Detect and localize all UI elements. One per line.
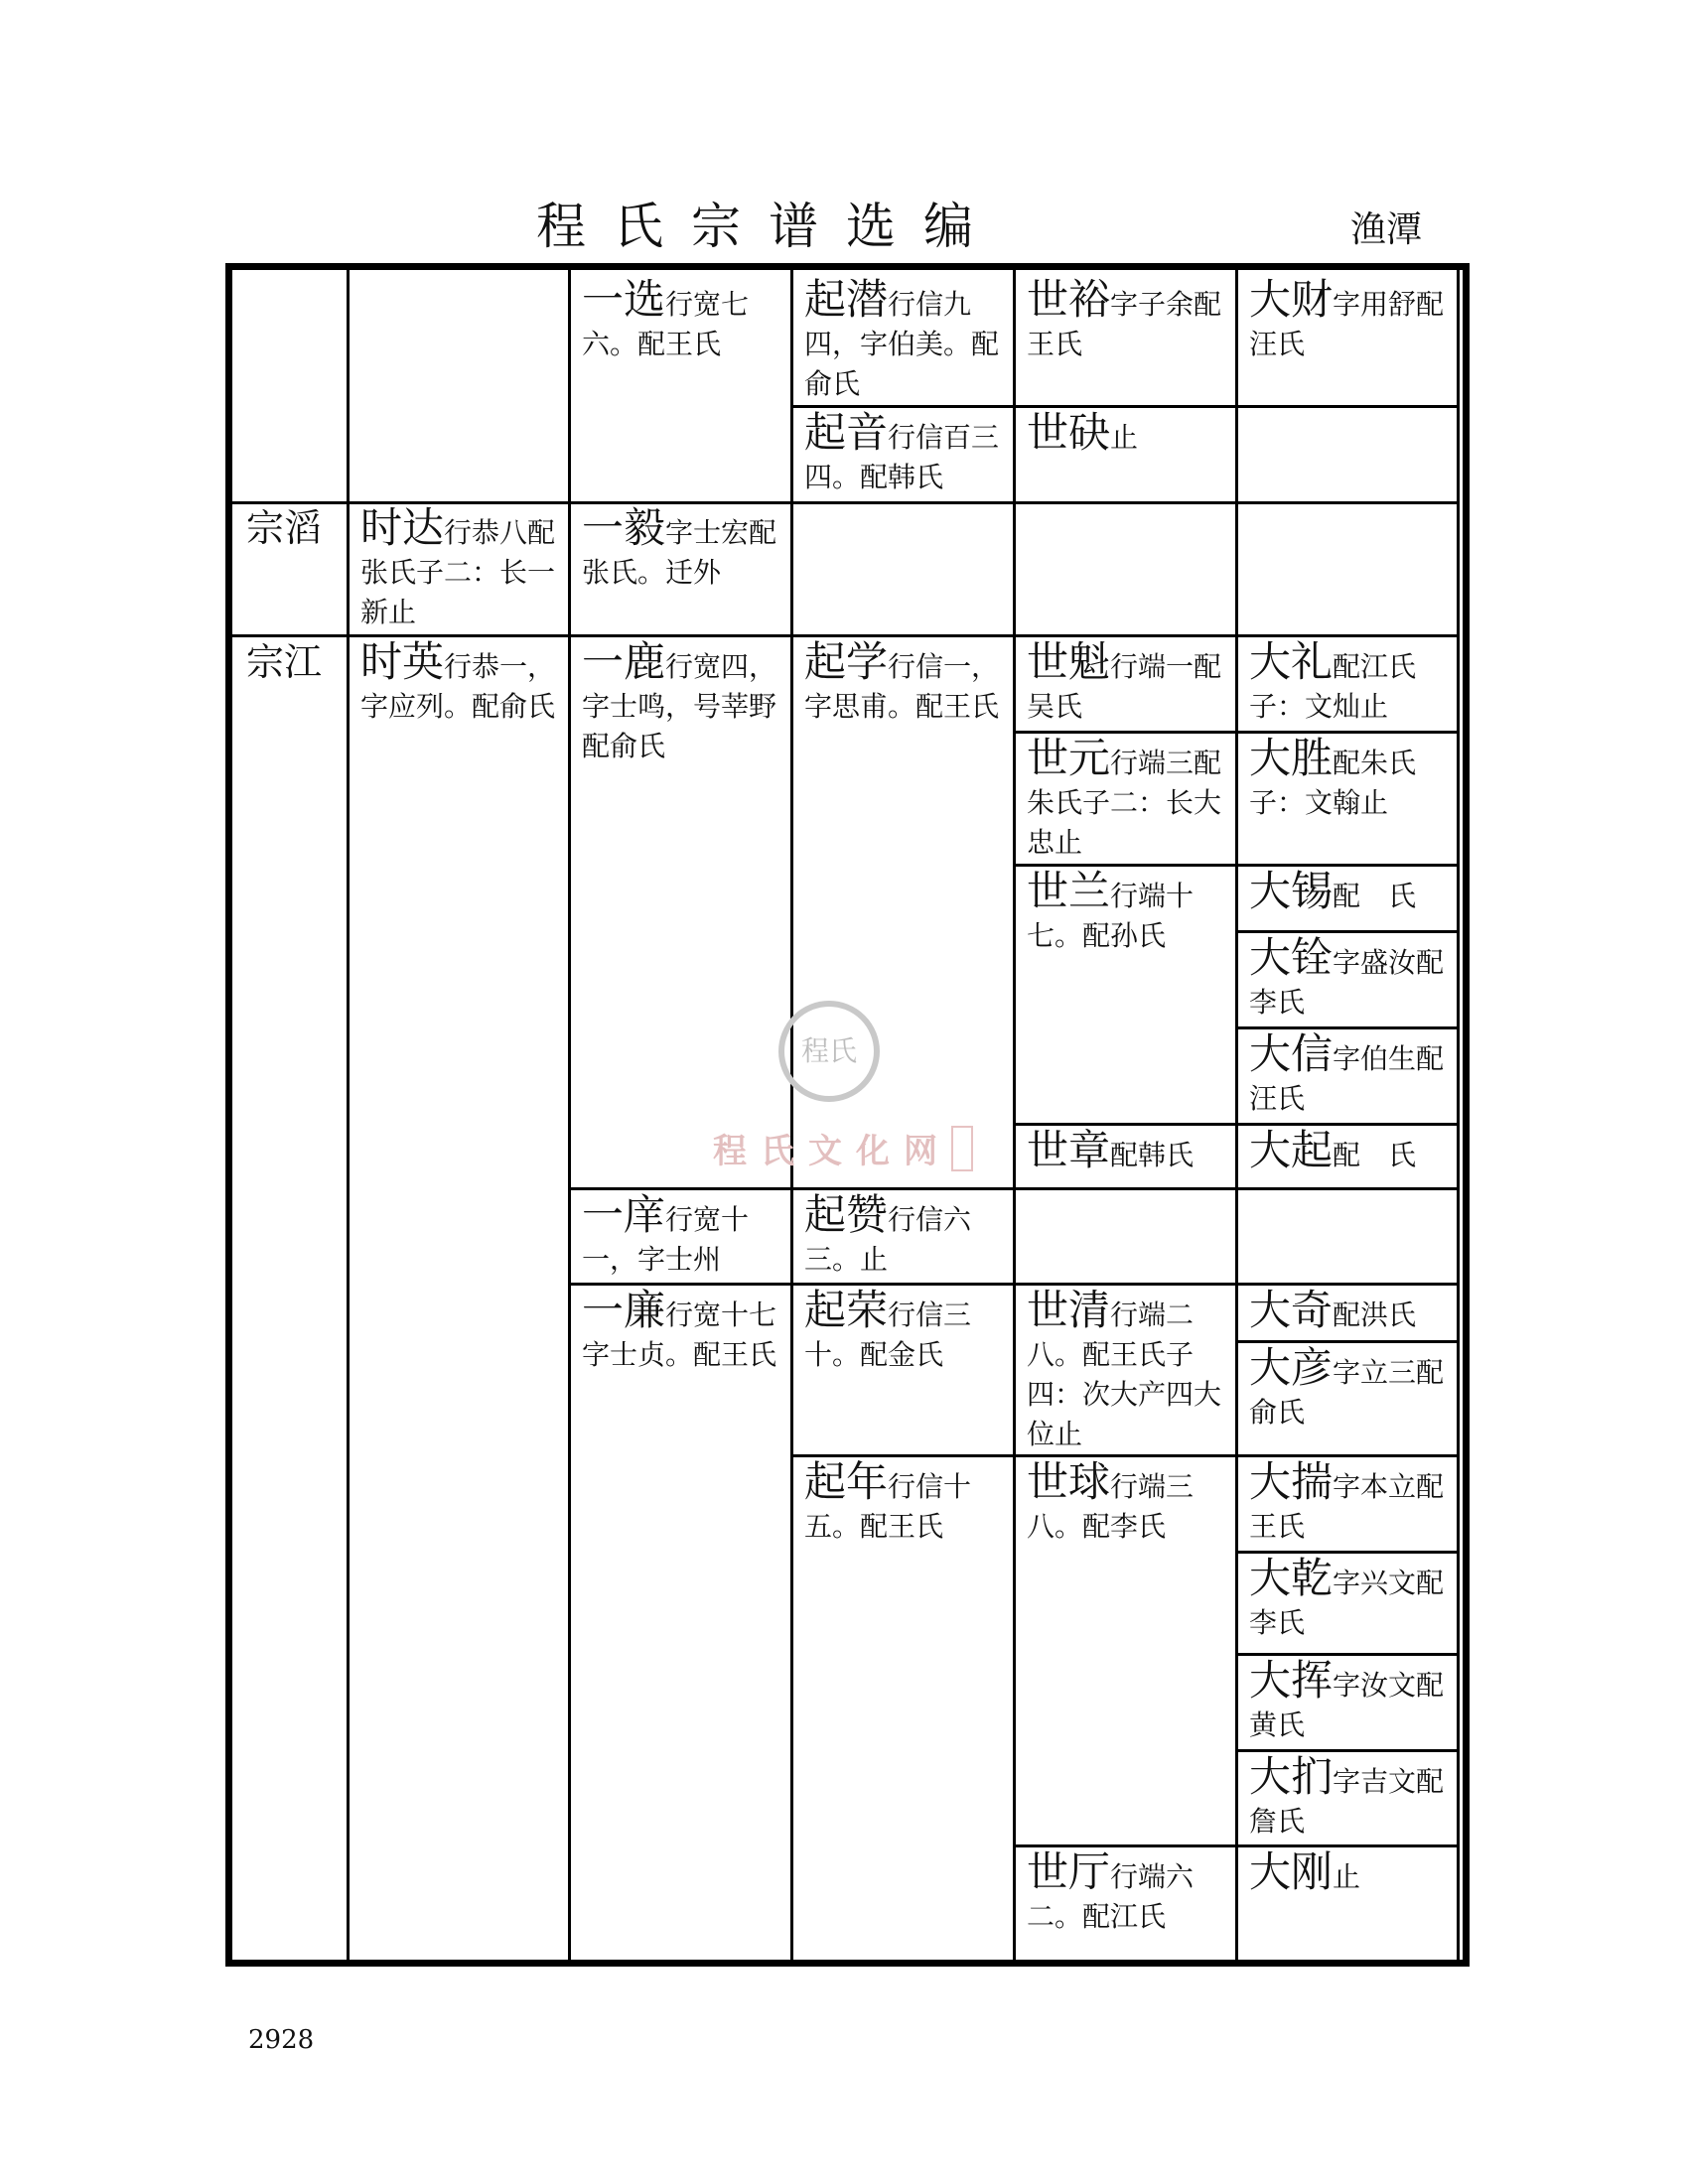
person-daxin: 大信字伯生配汪氏 [1249, 1029, 1445, 1115]
person-qiqian: 起潜行信九四，字伯美。配俞氏 [804, 275, 1000, 400]
person-shikui: 世魁行端一配吴氏 [1027, 637, 1222, 723]
column-divider [347, 270, 350, 1960]
region-label: 渔潭 [1350, 209, 1423, 250]
person-yiyi: 一毅字士宏配张氏。迁外 [582, 503, 777, 589]
column-divider [1235, 270, 1238, 1960]
person-yixuan: 一选行宽七六。配王氏 [582, 275, 750, 360]
person-qiyin: 起音行信百三四。配韩氏 [804, 408, 1000, 493]
row-divider [790, 1454, 1460, 1457]
person-qixue: 起学行信一，字思甫。配王氏 [804, 637, 1000, 723]
page-number: 2928 [248, 2025, 315, 2055]
person-shizhang: 世章配韩氏 [1027, 1126, 1195, 1174]
ancestor-zongjiang: 宗江 [246, 640, 323, 684]
person-shiqiu: 世球行端三八。配李氏 [1027, 1457, 1195, 1543]
person-yilu: 一鹿行宽四，字士鸣，号莘野配俞氏 [582, 637, 777, 762]
person-shiyu: 世裕字子余配王氏 [1027, 275, 1222, 360]
person-dali: 大礼配江氏子：文灿止 [1249, 637, 1417, 723]
column-divider [790, 270, 793, 1960]
person-dachuai: 大揣字本立配王氏 [1249, 1457, 1445, 1543]
watermark-text: 程氏文化网 [713, 1132, 951, 1171]
person-shiyuan: 世元行端三配朱氏子二：长大忠止 [1027, 734, 1222, 859]
column-divider [1013, 270, 1016, 1960]
person-daqi: 大起配 氏 [1249, 1126, 1417, 1174]
person-qizan: 起赞行信六三。止 [804, 1190, 972, 1276]
person-qinian: 起年行信十五。配王氏 [804, 1457, 972, 1543]
person-daqian: 大乾字兴文配李氏 [1249, 1554, 1445, 1639]
person-yixiang: 一庠行宽十一，字士州 [582, 1190, 750, 1276]
person-shiting: 世厅行端六二。配江氏 [1027, 1847, 1195, 1933]
watermark-seal-icon: 程氏 [778, 1001, 880, 1102]
person-yilian: 一廉行宽十七字士贞。配王氏 [582, 1286, 777, 1371]
person-dayan: 大彦字立三配俞氏 [1249, 1343, 1445, 1429]
person-qirong: 起荣行信三十。配金氏 [804, 1286, 972, 1371]
person-daqi2: 大奇配洪氏 [1249, 1286, 1417, 1334]
person-dagang: 大刚止 [1249, 1847, 1361, 1896]
page-title: 程氏宗谱选编 [536, 198, 1001, 255]
person-shilan: 世兰行端十七。配孙氏 [1027, 867, 1195, 952]
column-divider [568, 270, 571, 1960]
person-daxi: 大锡配 氏 [1249, 867, 1417, 915]
person-dahui: 大挥字汝文配黄氏 [1249, 1656, 1445, 1741]
person-shida: 时达行恭八配张氏子二：长一新止 [360, 503, 556, 628]
person-shiqing: 世清行端二八。配王氏子四：次大产四大位止 [1027, 1286, 1222, 1450]
person-dazhuo: 大扪字吉文配詹氏 [1249, 1752, 1445, 1838]
watermark-stamp-icon [951, 1126, 973, 1171]
person-daquan: 大铨字盛汝配李氏 [1249, 933, 1445, 1019]
person-dasheng: 大胜配朱氏子：文翰止 [1249, 734, 1417, 819]
row-divider [790, 405, 1460, 408]
column-divider [1457, 270, 1460, 1960]
row-divider [568, 1187, 1460, 1190]
person-shiying: 时英行恭一，字应列。配俞氏 [360, 637, 556, 723]
ancestor-zongdao: 宗滔 [246, 506, 323, 550]
person-dacai: 大财字用舒配汪氏 [1249, 275, 1445, 360]
person-shiyang: 世砄止 [1027, 408, 1139, 457]
